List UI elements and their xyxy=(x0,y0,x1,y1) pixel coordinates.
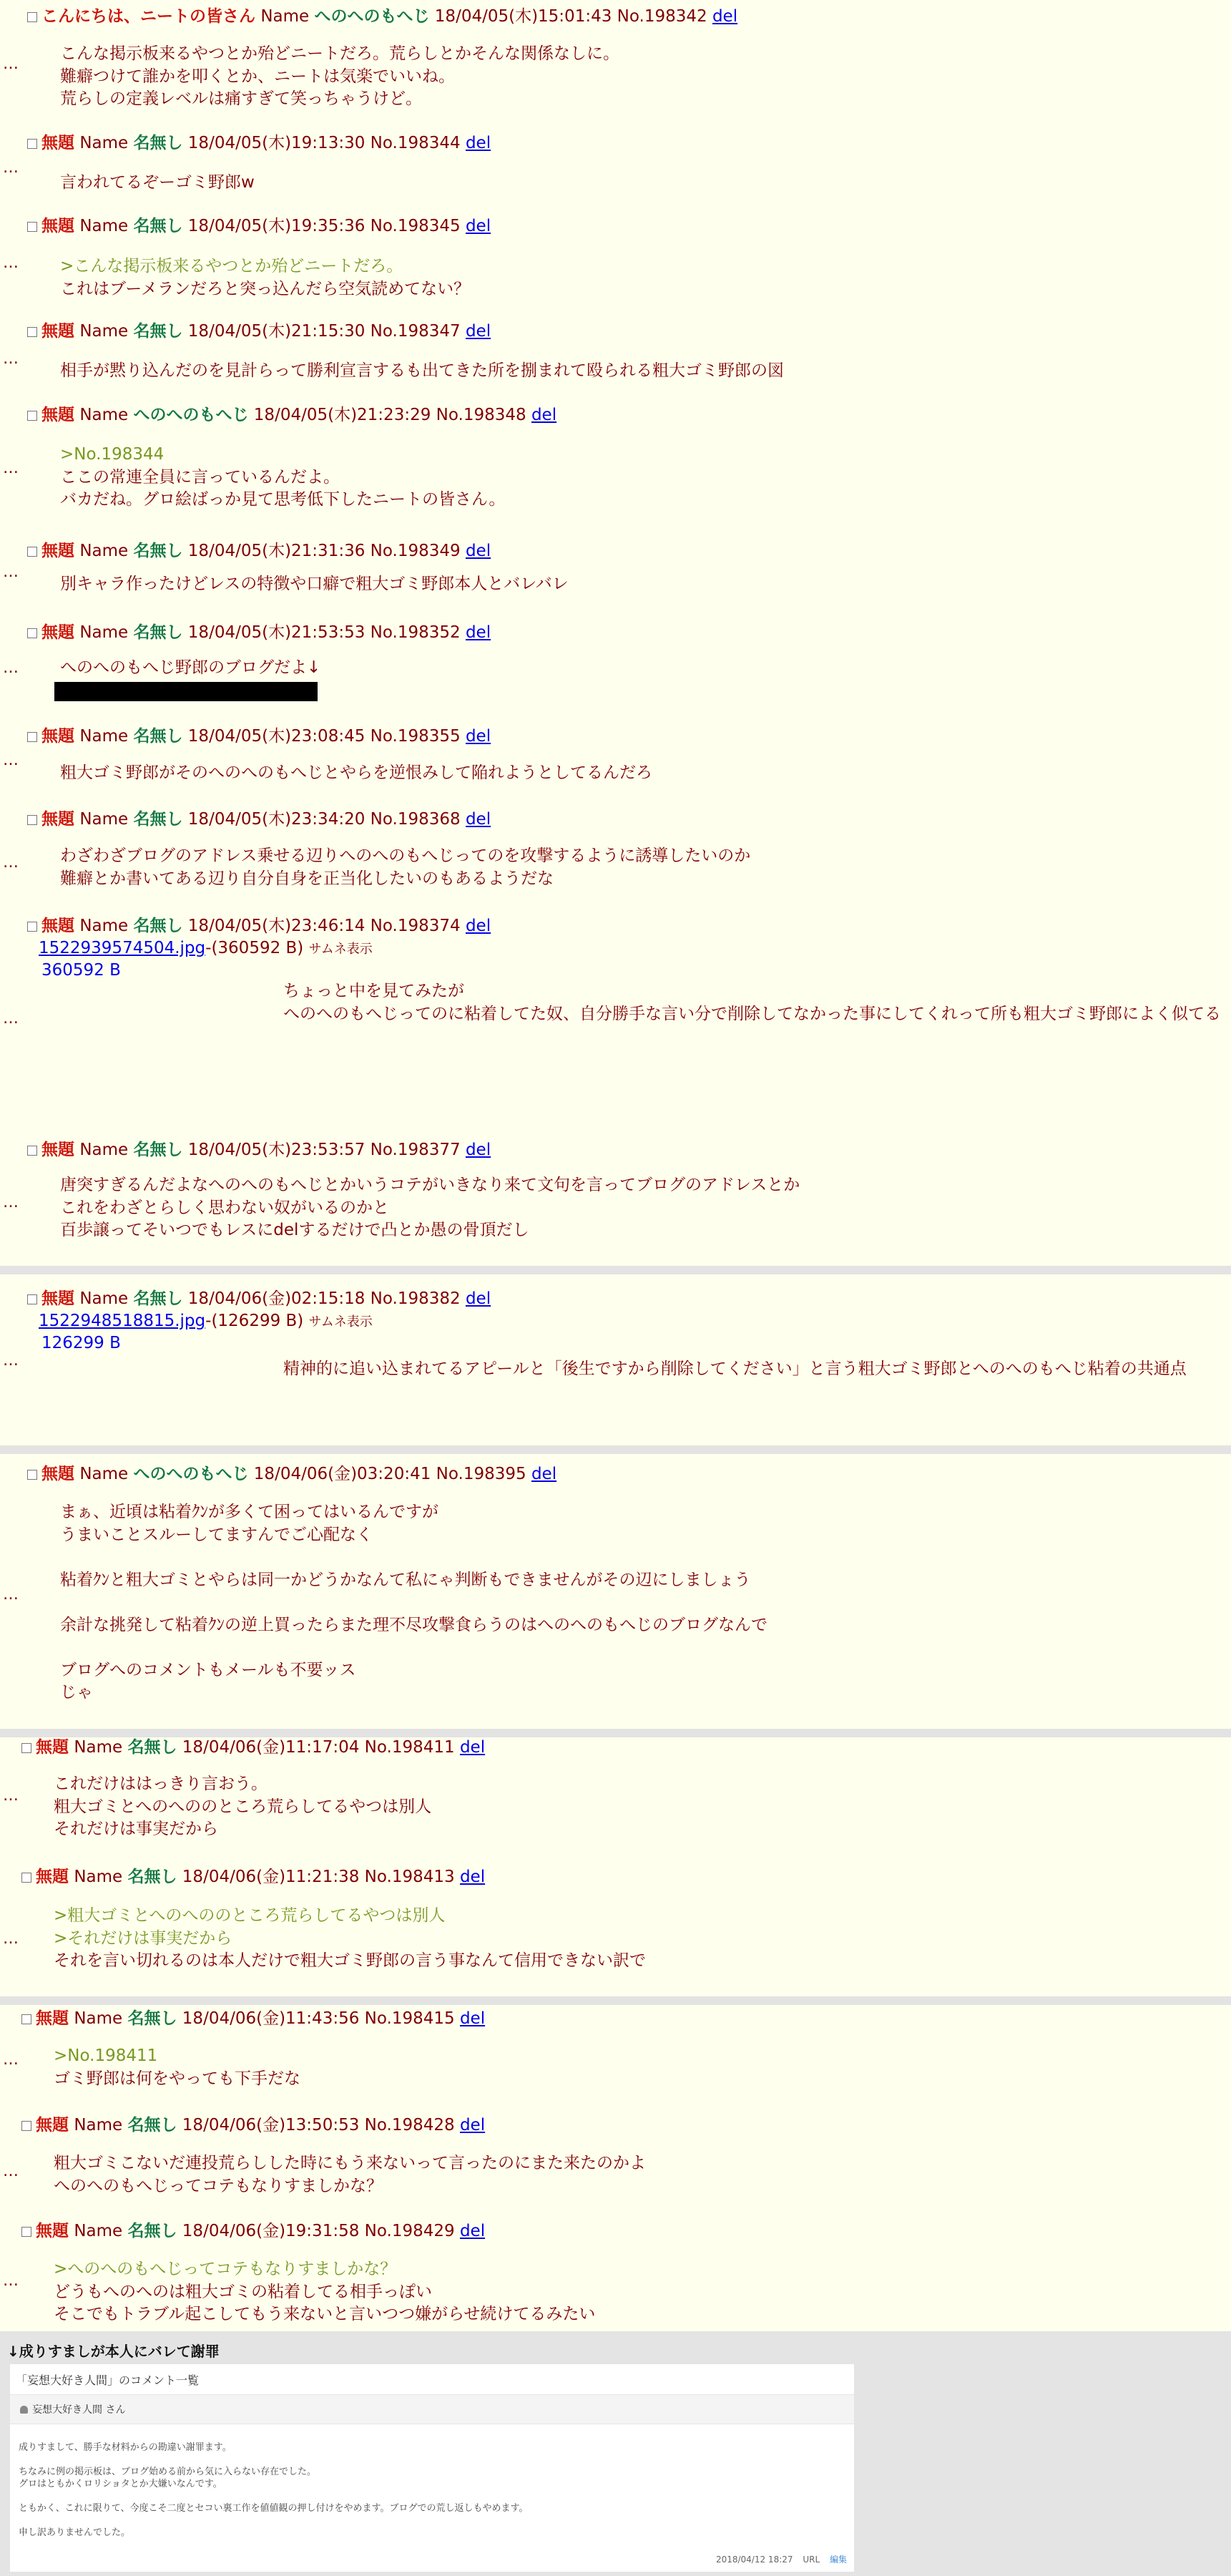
post-number[interactable]: No.198411 xyxy=(364,1738,455,1757)
poster-name: 名無し xyxy=(127,1868,177,1886)
name-label: Name xyxy=(79,134,129,152)
message-line: これだけははっきり言おう。 xyxy=(54,1775,268,1793)
ellipsis-marker: … xyxy=(3,2051,18,2069)
poster-name: へのへのもへじ xyxy=(314,7,430,26)
post-number[interactable]: No.198344 xyxy=(370,134,461,152)
ellipsis-marker: … xyxy=(3,2162,18,2180)
message-line: ゴミ野郎は何をやっても下手だな xyxy=(54,2069,300,2088)
post-datetime: 18/04/05(木)23:34:20 xyxy=(187,810,366,829)
post-select-checkbox[interactable] xyxy=(21,2121,31,2131)
post-body xyxy=(60,657,320,680)
post-header xyxy=(21,1737,485,1758)
name-label: Name xyxy=(79,727,129,746)
del-link[interactable]: del xyxy=(459,2009,486,2028)
poster-name: へのへのもへじ xyxy=(133,406,249,424)
poster-name: 名無し xyxy=(133,1141,183,1159)
name-label: Name xyxy=(74,1738,123,1757)
post-subject: 無題 xyxy=(41,810,74,829)
post-body xyxy=(54,2152,646,2197)
file-info xyxy=(39,1310,373,1333)
post-header xyxy=(27,726,491,747)
attached-image-caption: ↓成りすましが本人にバレて謝罪 xyxy=(7,2343,220,2360)
post-select-checkbox[interactable] xyxy=(21,1873,31,1883)
post-select-checkbox[interactable] xyxy=(27,922,37,932)
file-meta: -(360592 B) xyxy=(205,939,304,957)
post-subject: 無題 xyxy=(41,1465,74,1483)
ellipsis-marker: … xyxy=(3,1010,18,1028)
message-line xyxy=(60,1591,767,1614)
comment-text-line: 申し訳ありませんでした。 xyxy=(19,2527,131,2538)
del-link[interactable]: del xyxy=(465,322,491,341)
del-link[interactable]: del xyxy=(465,1289,491,1308)
comment-url-link[interactable]: URL xyxy=(803,2555,820,2565)
file-info xyxy=(39,937,373,960)
ellipsis-marker: … xyxy=(3,854,18,872)
comment-user-name: 妄想大好き人間 さん xyxy=(32,2404,126,2416)
post-subject: 無題 xyxy=(41,623,74,642)
post-number[interactable]: No.198355 xyxy=(370,727,461,746)
comment-text-line: グロはともかくロリショタとか大嫌いなんです。 xyxy=(19,2479,222,2489)
post-header xyxy=(27,915,491,937)
post-subject: 無題 xyxy=(41,542,74,560)
message-line xyxy=(60,1636,767,1659)
name-label: Name xyxy=(79,406,129,424)
del-link[interactable]: del xyxy=(465,1141,491,1159)
poster-name: へのへのもへじ xyxy=(133,1465,249,1483)
message-line: 唐突すぎるんだよなへのへのもへじとかいうコテがいきなり来て文句を言ってブログのアドレスとか xyxy=(60,1176,800,1194)
post-select-checkbox[interactable] xyxy=(27,547,37,557)
message-line: どうもへのへのは粗大ゴミの粘着してる相手っぽい xyxy=(54,2282,432,2301)
thumbnail-toggle[interactable]: サムネ表示 xyxy=(308,942,373,957)
post-datetime: 18/04/05(木)21:23:29 xyxy=(253,406,431,424)
post-number[interactable]: No.198428 xyxy=(364,2116,455,2135)
comment-edit-link[interactable]: 編集 xyxy=(829,2555,847,2565)
del-link[interactable]: del xyxy=(465,727,491,746)
message-line: こんな掲示板来るやつとか殆どニートだろ。荒らしとかそんな関係なしに。 xyxy=(60,44,619,63)
post-select-checkbox[interactable] xyxy=(27,139,37,149)
post-body xyxy=(60,1174,800,1242)
comment-body xyxy=(19,2441,528,2539)
file-meta: -(126299 B) xyxy=(205,1312,304,1330)
ellipsis-marker: … xyxy=(3,1194,18,1211)
ellipsis-marker: … xyxy=(3,659,18,677)
post-number[interactable]: No.198415 xyxy=(364,2009,455,2028)
post-header xyxy=(27,809,491,830)
message-line: 粘着ｸﾝと粗大ゴミとやらは同一かどうかなんて私にゃ判断もできませんがその辺にしましょう xyxy=(60,1570,751,1589)
post-select-checkbox[interactable] xyxy=(27,327,37,337)
post-number[interactable]: No.198374 xyxy=(370,917,461,935)
post-datetime: 18/04/05(木)19:13:30 xyxy=(187,134,366,152)
ellipsis-marker: … xyxy=(3,1930,18,1948)
post-subject: 無題 xyxy=(36,2222,69,2240)
post-subject: 無題 xyxy=(41,917,74,935)
del-link[interactable]: del xyxy=(465,217,491,235)
post-subject: 無題 xyxy=(41,406,74,424)
post-body xyxy=(54,1773,431,1841)
name-label: Name xyxy=(79,322,129,341)
message-line: 別キャラ作ったけどレスの特徴や口癖で粗大ゴミ野郎本人とバレバレ xyxy=(60,575,569,593)
post-datetime: 18/04/05(木)23:08:45 xyxy=(187,727,366,746)
post-select-checkbox[interactable] xyxy=(27,732,37,742)
post-subject: 無題 xyxy=(36,1738,69,1757)
message-line: 精神的に追い込まれてるアピールと「後生ですから削除してください」と言う粗大ゴミ野郎とへのへのもへじ粘着の共通点 xyxy=(283,1360,1187,1378)
post-number[interactable]: No.198349 xyxy=(370,542,461,560)
post-body xyxy=(283,980,1221,1025)
message-line: まぁ、近頃は粘着ｸﾝが多くて困ってはいるんですが xyxy=(60,1503,438,1521)
poster-name: 名無し xyxy=(127,1738,177,1757)
thumbnail-toggle[interactable]: サムネ表示 xyxy=(308,1314,373,1330)
post-subject: 無題 xyxy=(36,2116,69,2135)
post-datetime: 18/04/05(木)21:53:53 xyxy=(187,623,366,642)
message-line: うまいことスルーしてますんでご心配なく xyxy=(60,1525,373,1544)
del-link[interactable]: del xyxy=(531,1465,557,1483)
post-header xyxy=(27,404,556,426)
poster-name: 名無し xyxy=(127,2009,177,2028)
name-label: Name xyxy=(260,7,310,26)
post-header xyxy=(27,1139,491,1161)
del-link[interactable]: del xyxy=(465,917,491,935)
post-datetime: 18/04/05(木)19:35:36 xyxy=(187,217,366,235)
quote-line: >こんな掲示板来るやつとか殆どニートだろ。 xyxy=(60,257,403,275)
post-body xyxy=(283,1358,1187,1381)
post-subject: 無題 xyxy=(41,322,74,341)
ellipsis-marker: … xyxy=(3,2272,18,2290)
del-link[interactable]: del xyxy=(465,134,491,152)
del-link[interactable]: del xyxy=(459,1868,486,1886)
name-label: Name xyxy=(79,1465,129,1483)
post-select-checkbox[interactable] xyxy=(27,222,37,232)
poster-name: 名無し xyxy=(133,217,183,235)
post-datetime: 18/04/06(金)11:21:38 xyxy=(182,1868,360,1886)
post-select-checkbox[interactable] xyxy=(21,2227,31,2237)
name-label: Name xyxy=(74,2116,123,2135)
poster-name: 名無し xyxy=(133,134,183,152)
poster-name: 名無し xyxy=(133,727,183,746)
post-body xyxy=(60,1501,767,1704)
post-header xyxy=(27,215,491,237)
post-header xyxy=(21,2008,485,2029)
thumbnail-placeholder[interactable]: 126299 B xyxy=(41,1334,121,1352)
comment-list-card xyxy=(10,2364,854,2572)
redacted-link-bar xyxy=(54,682,318,701)
message-line: 難癖とか書いてある辺り自分自身を正当化したいのもあるようだな xyxy=(60,869,554,888)
post-number[interactable]: No.198377 xyxy=(370,1141,461,1159)
poster-name: 名無し xyxy=(133,1289,183,1308)
quote-line: >へのへのもへじってコテもなりすましかな？ xyxy=(54,2260,397,2278)
message-line: じゃ xyxy=(60,1683,93,1702)
message-line: それを言い切れるのは本人だけで粗大ゴミ野郎の言う事なんて信用できない訳で xyxy=(54,1951,646,1970)
post-select-checkbox[interactable] xyxy=(27,1294,37,1304)
del-link[interactable]: del xyxy=(459,2116,486,2135)
message-line: 言われてるぞーゴミ野郎w xyxy=(60,173,255,192)
post-number[interactable]: No.198345 xyxy=(370,217,461,235)
name-label: Name xyxy=(74,2009,123,2028)
post-datetime: 18/04/05(木)21:31:36 xyxy=(187,542,366,560)
post-datetime: 18/04/06(金)11:17:04 xyxy=(182,1738,360,1757)
post-datetime: 18/04/06(金)11:43:56 xyxy=(182,2009,360,2028)
message-line: バカだね。グロ絵ばっか見て思考低下したニートの皆さん。 xyxy=(60,490,506,509)
post-datetime: 18/04/05(木)23:53:57 xyxy=(187,1141,366,1159)
name-label: Name xyxy=(79,810,129,829)
comment-text-line: ともかく、これに限りて、今度こそ二度とセコい裏工作を値値観の押し付けをやめます。ブログでの荒し返しもやめます。 xyxy=(19,2503,529,2514)
del-link[interactable]: del xyxy=(465,542,491,560)
post-body xyxy=(54,1905,646,1973)
quote-line: >それだけは事実だから xyxy=(54,1928,232,1948)
post-header xyxy=(27,622,491,643)
post-select-checkbox[interactable] xyxy=(27,411,37,421)
message-line: これをわざとらしく思わない奴がいるのかと xyxy=(60,1198,389,1217)
post-body xyxy=(60,762,652,785)
ellipsis-marker: … xyxy=(3,563,18,581)
comment-text-line xyxy=(19,2514,528,2527)
message-line: 相手が黙り込んだのを見計らって勝利宣言するも出てきた所を捌まれて殴られる粗大ゴミ野郎の図 xyxy=(60,361,784,380)
post-number[interactable]: No.198347 xyxy=(370,322,461,341)
message-line: これはブーメランだろと突っ込んだら空気読めてない？ xyxy=(60,279,471,298)
thumbnail-placeholder[interactable]: 360592 B xyxy=(41,961,121,980)
post-select-checkbox[interactable] xyxy=(27,1470,37,1480)
message-line: わざわざブログのアドレス乗せる辺りへのへのもへじってのを攻撃するように誘導したいのか xyxy=(60,847,751,865)
message-line: 荒らしの定義レベルは痛すぎて笑っちゃうけど。 xyxy=(60,89,422,108)
ellipsis-marker: … xyxy=(3,1586,18,1604)
name-label: Name xyxy=(74,1868,123,1886)
post-subject: 無題 xyxy=(41,217,74,235)
post-header xyxy=(21,2114,485,2136)
name-label: Name xyxy=(79,623,129,642)
del-link[interactable]: del xyxy=(465,623,491,642)
comment-list-title: 「妄想大好き人間」のコメント一覧 xyxy=(16,2373,200,2387)
quote-line: >No.198411 xyxy=(54,2046,158,2065)
ellipsis-marker: … xyxy=(3,159,18,177)
post-datetime: 18/04/06(金)03:20:41 xyxy=(253,1465,431,1483)
post-header xyxy=(21,1866,485,1888)
post-subject: 無題 xyxy=(36,2009,69,2028)
name-label: Name xyxy=(79,542,129,560)
message-line: それだけは事実だから xyxy=(54,1820,218,1838)
comment-user-row xyxy=(10,2394,854,2424)
post-body xyxy=(60,360,784,383)
post-datetime: 18/04/06(金)13:50:53 xyxy=(182,2116,360,2135)
poster-name: 名無し xyxy=(133,623,183,642)
post-number[interactable]: No.198342 xyxy=(617,7,707,26)
comment-footer xyxy=(716,2553,847,2565)
message-line: 粗大ゴミとへのへののところ荒らしてるやつは別人 xyxy=(54,1797,432,1816)
post-datetime: 18/04/05(木)21:15:30 xyxy=(187,322,366,341)
message-line: ここの常連全員に言っているんだよ。 xyxy=(60,467,340,487)
post-select-checkbox[interactable] xyxy=(27,815,37,825)
del-link[interactable]: del xyxy=(712,7,738,26)
message-line: へのへのもへじ野郎のブログだよ↓ xyxy=(60,658,321,677)
post-body xyxy=(60,255,470,301)
post-header xyxy=(27,6,737,27)
poster-name: 名無し xyxy=(133,322,183,341)
message-line: ブログへのコメントもメールも不要ッス xyxy=(60,1660,356,1679)
post-subject: 無題 xyxy=(41,134,74,152)
post-select-checkbox[interactable] xyxy=(21,1743,31,1753)
post-body xyxy=(60,43,619,111)
post-subject: 無題 xyxy=(41,1289,74,1308)
message-line: 余計な挑発して粘着ｸﾝの逆上買ったらまた理不尽攻撃食らうのはへのへのもへじのブログなんで xyxy=(60,1615,767,1634)
file-link[interactable]: 1522948518815.jpg xyxy=(39,1312,206,1330)
thread-separator xyxy=(0,1996,1231,2005)
post-number[interactable]: No.198382 xyxy=(370,1289,461,1308)
post-subject: 無題 xyxy=(41,1141,74,1159)
name-label: Name xyxy=(79,917,129,935)
poster-name: 名無し xyxy=(127,2116,177,2135)
del-link[interactable]: del xyxy=(531,406,557,424)
ellipsis-marker: … xyxy=(3,350,18,368)
message-line: そこでもトラブル起こしてもう来ないと言いつつ嫌がらせ続けてるみたい xyxy=(54,2305,596,2323)
post-body xyxy=(60,845,750,890)
post-datetime: 18/04/05(木)23:46:14 xyxy=(187,917,366,935)
thread-separator xyxy=(0,1445,1231,1454)
ellipsis-marker: … xyxy=(3,55,18,73)
comment-text-line xyxy=(19,2490,528,2502)
name-label: Name xyxy=(79,1141,129,1159)
message-line: 難癖つけて誰かを叩くとか、ニートは気楽でいいね。 xyxy=(60,67,455,86)
quote-line: >No.198344 xyxy=(60,445,165,464)
ellipsis-marker: … xyxy=(3,1352,18,1370)
post-header xyxy=(27,1463,556,1485)
post-subject: 無題 xyxy=(41,727,74,746)
thread-separator xyxy=(0,1266,1231,1274)
post-number[interactable]: No.198352 xyxy=(370,623,461,642)
post-datetime: 18/04/06(金)19:31:58 xyxy=(182,2222,360,2240)
ellipsis-marker: … xyxy=(3,254,18,272)
poster-name: 名無し xyxy=(133,542,183,560)
post-subject: こんにちは、ニートの皆さん xyxy=(41,7,255,26)
comment-text-line: ちなみに例の掲示板は、ブログ始める前から気に入らない存在でした。 xyxy=(19,2467,317,2477)
post-header xyxy=(27,132,491,154)
name-label: Name xyxy=(79,1289,129,1308)
ellipsis-marker: … xyxy=(3,459,18,477)
name-label: Name xyxy=(79,217,129,235)
poster-name: 名無し xyxy=(127,2222,177,2240)
message-line: ちょっと中を見てみたが xyxy=(283,982,464,1000)
del-link[interactable]: del xyxy=(459,1738,486,1757)
comment-text-line: 成りすまして、勝手な材料からの勘違い謝罪ます。 xyxy=(19,2442,232,2453)
post-select-checkbox[interactable] xyxy=(27,1146,37,1156)
ellipsis-marker: … xyxy=(3,751,18,769)
quote-line: >粗大ゴミとへのへののところ荒らしてるやつは別人 xyxy=(54,1906,446,1925)
post-number[interactable]: No.198368 xyxy=(370,810,461,829)
post-body xyxy=(54,2258,595,2326)
post-header xyxy=(27,1288,491,1309)
post-datetime: 18/04/06(金)02:15:18 xyxy=(187,1289,366,1308)
message-line: へのへのもへじってコテもなりすましかな？ xyxy=(54,2176,383,2195)
post-select-checkbox[interactable] xyxy=(27,628,37,638)
message-line xyxy=(60,1546,767,1569)
name-label: Name xyxy=(74,2222,123,2240)
post-body xyxy=(60,573,569,596)
post-subject: 無題 xyxy=(36,1868,69,1886)
del-link[interactable]: del xyxy=(465,810,491,829)
post-body xyxy=(60,172,255,195)
post-number[interactable]: No.198429 xyxy=(364,2222,455,2240)
post-number[interactable]: No.198395 xyxy=(436,1465,526,1483)
post-datetime: 18/04/05(木)15:01:43 xyxy=(434,7,612,26)
message-line: 百歩譲ってそいつでもレスにdelするだけで凸とか愚の骨頂だし xyxy=(60,1221,529,1239)
post-number[interactable]: No.198413 xyxy=(364,1868,455,1886)
post-body xyxy=(60,444,505,512)
comment-text-line xyxy=(19,2454,528,2466)
post-select-checkbox[interactable] xyxy=(27,12,37,22)
user-icon xyxy=(20,2406,28,2414)
poster-name: 名無し xyxy=(133,810,183,829)
del-link[interactable]: del xyxy=(459,2222,486,2240)
post-header xyxy=(27,321,491,342)
ellipsis-marker: … xyxy=(3,1787,18,1805)
post-select-checkbox[interactable] xyxy=(21,2014,31,2024)
message-line: 粗大ゴミこないだ連投荒らしした時にもう来ないって言ったのにまた来たのかよ xyxy=(54,2154,646,2172)
poster-name: 名無し xyxy=(133,917,183,935)
message-line: 粗大ゴミ野郎がそのへのへのもへじとやらを逆恨みして陥れようとしてるんだろ xyxy=(60,763,652,782)
message-line: へのへのもへじってのに粘着してた奴、自分勝手な言い分で削除してなかった事にしてくれって所も粗大ゴミ野郎によく似てる xyxy=(283,1004,1221,1023)
post-body xyxy=(54,2045,300,2090)
file-link[interactable]: 1522939574504.jpg xyxy=(39,939,206,957)
comment-date: 2018/04/12 18:27 xyxy=(715,2555,793,2565)
post-header xyxy=(27,540,491,562)
post-number[interactable]: No.198348 xyxy=(436,406,526,424)
post-header xyxy=(21,2220,485,2242)
